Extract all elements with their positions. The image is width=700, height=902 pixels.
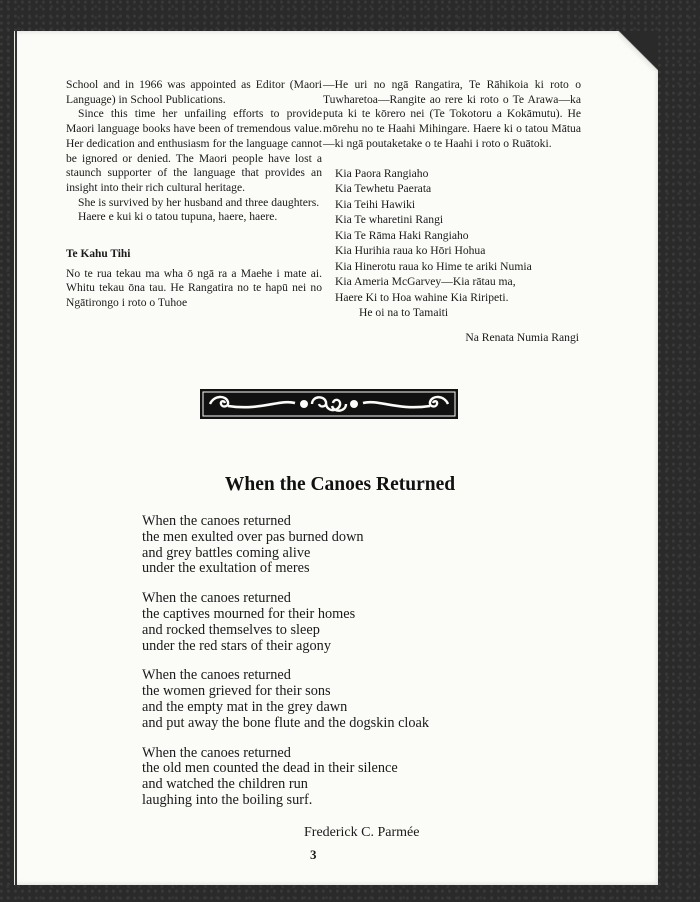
poem-line: the women grieved for their sons bbox=[142, 683, 331, 700]
list-item: Kia Paora Rangiaho bbox=[335, 166, 429, 180]
poem-line: the old men counted the dead in their silence bbox=[142, 760, 398, 777]
stanza bbox=[142, 746, 582, 809]
list-item: Kia Hinerotu raua ko Hime te ariki Numia bbox=[335, 259, 532, 273]
paragraph: No te rua tekau ma wha ō ngā ra a Maehe i mate ai. Whitu tekau ōna tau. He Rangatira no te hapū nei no Ngātirongo i roto o Tuhoe bbox=[66, 266, 322, 310]
list-item: Kia Teihi Hawiki bbox=[335, 197, 416, 211]
stanza bbox=[142, 668, 582, 731]
list-item: Kia Hurihia raua ko Hōri Hohua bbox=[335, 244, 486, 258]
ornament-divider-icon bbox=[200, 389, 458, 419]
names-list bbox=[323, 166, 581, 321]
list-item: Kia Ameria McGarvey—Kia rātau ma, bbox=[335, 275, 516, 289]
signature: Na Renata Numia Rangi bbox=[465, 330, 579, 344]
folded-corner bbox=[618, 31, 658, 71]
page-number: 3 bbox=[310, 847, 317, 862]
right-column bbox=[323, 78, 581, 345]
left-column bbox=[66, 78, 322, 311]
poem-title: When the Canoes Returned bbox=[224, 474, 456, 495]
stanza bbox=[142, 514, 582, 577]
poem-line: When the canoes returned bbox=[142, 513, 291, 529]
section-heading: Te Kahu Tihi bbox=[66, 248, 131, 261]
list-item: Kia Tewhetu Paerata bbox=[335, 182, 432, 196]
list-item: Haere Ki to Hoa wahine Kia Riripeti. bbox=[335, 290, 509, 304]
closing-line: He oi na to Tamaiti bbox=[359, 306, 449, 320]
paragraph: She is survived by her husband and three daughters. bbox=[78, 195, 320, 209]
poem-line: When the canoes returned bbox=[142, 590, 291, 607]
poem-line: and put away the bone flute and the dogskin cloak bbox=[142, 714, 430, 731]
poem-line: and grey battles coming alive bbox=[142, 544, 311, 561]
poem-line: under the red stars of their agony bbox=[142, 637, 331, 654]
poem-line: When the canoes returned bbox=[142, 667, 291, 684]
poem-line: laughing into the boiling surf. bbox=[142, 791, 313, 808]
poem-line: and rocked themselves to sleep bbox=[142, 621, 320, 638]
paragraph: Since this time her unfailing efforts to provide Maori language books have been of tremendous value. Her dedication and enthusiasm for the language cannot be ignored or denied. The Maori people have lost a staunch supporter of the language that provides an insight into their rich cultural heritage. bbox=[66, 107, 322, 194]
poem-line: and watched the children run bbox=[142, 776, 308, 793]
paragraph: —He uri no ngā Rangatira, Te Rāhikoia ki roto o Tuwharetoa—Rangite ao rere ki roto o Te Arawa—ka puta ki te kōrero nei (Te Tokotoru a Kokāmutu). He mōrehu no te Haahi Mihingare. Haere ki o tatou Mātua—ki ngā poutaketake o te Haahi i roto o Ruātoki. bbox=[323, 78, 581, 150]
poem-line: the men exulted over pas burned down bbox=[142, 528, 364, 545]
poem-author: Frederick C. Parmée bbox=[304, 825, 420, 840]
poem-line: When the canoes returned bbox=[142, 744, 291, 761]
poem-line: the captives mourned for their homes bbox=[142, 605, 356, 622]
paragraph: School and in 1966 was appointed as Editor (Maori Language) in School Publications. bbox=[66, 78, 322, 106]
list-item: Kia Te Rāma Haki Rangiaho bbox=[335, 228, 469, 242]
stanza bbox=[142, 591, 582, 654]
poem-line: and the empty mat in the grey dawn bbox=[142, 698, 348, 715]
paragraph: Haere e kui ki o tatou tupuna, haere, haere. bbox=[78, 210, 278, 224]
list-item: Kia Te wharetini Rangi bbox=[335, 213, 444, 227]
poem-body bbox=[142, 514, 582, 823]
poem-line: under the exultation of meres bbox=[142, 560, 310, 577]
